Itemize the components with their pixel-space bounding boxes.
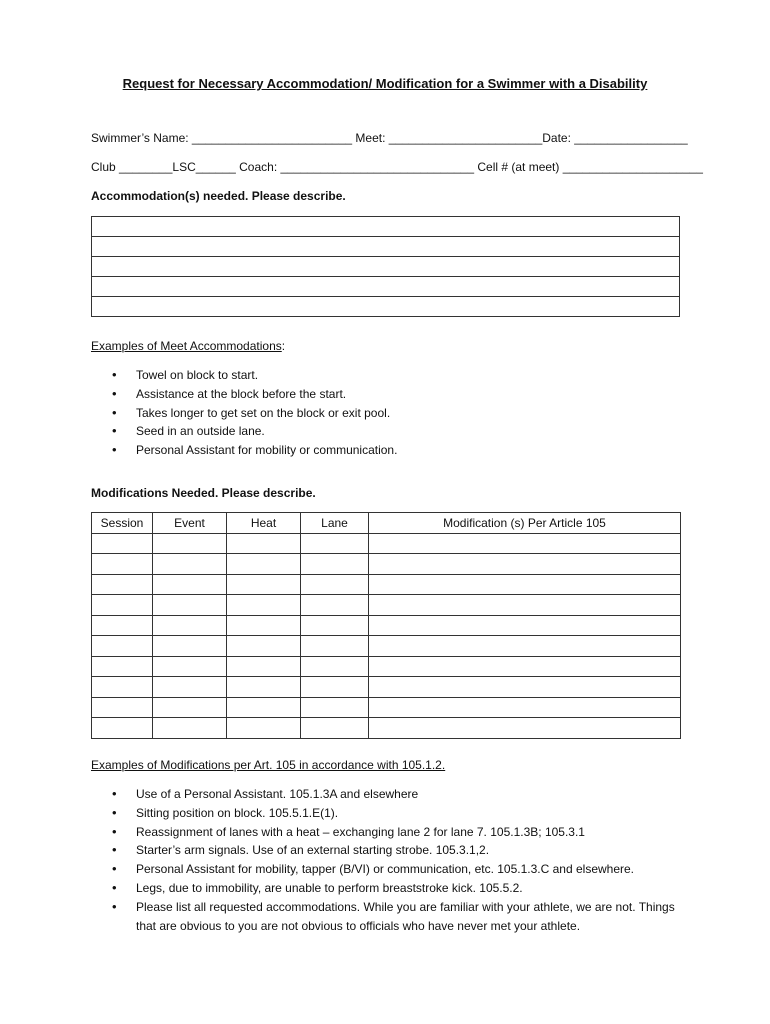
- accommodation-line[interactable]: [92, 277, 680, 297]
- cell[interactable]: [369, 595, 681, 616]
- col-lane: Lane: [301, 513, 369, 534]
- cell[interactable]: [227, 533, 301, 554]
- cell[interactable]: [227, 718, 301, 739]
- cell[interactable]: [369, 677, 681, 698]
- table-row: [92, 656, 681, 677]
- accommodation-line[interactable]: [92, 297, 680, 317]
- meet-examples-list: [112, 366, 682, 460]
- table-row: [92, 718, 681, 739]
- list-item: • Towel on block to start.: [112, 366, 682, 385]
- cell[interactable]: [301, 656, 369, 677]
- list-item: • Personal Assistant for mobility, tapper (B/VI) or communication, etc. 105.1.3.C and elsewhere.: [112, 860, 682, 879]
- cell[interactable]: [92, 533, 153, 554]
- cell[interactable]: [301, 636, 369, 657]
- cell[interactable]: [227, 656, 301, 677]
- accommodations-heading: Accommodation(s) needed. Please describe.: [91, 189, 346, 203]
- cell[interactable]: [301, 677, 369, 698]
- form-title: Request for Necessary Accommodation/ Modification for a Swimmer with a Disability: [122, 76, 648, 91]
- list-item: • Seed in an outside lane.: [112, 422, 682, 441]
- cell[interactable]: [227, 615, 301, 636]
- cell[interactable]: [153, 615, 227, 636]
- accommodations-table: [91, 216, 680, 317]
- cell[interactable]: [92, 574, 153, 595]
- cell[interactable]: [92, 615, 153, 636]
- accommodation-line[interactable]: [92, 257, 680, 277]
- cell[interactable]: [92, 636, 153, 657]
- meet-examples-heading: [91, 339, 691, 353]
- cell[interactable]: [92, 554, 153, 575]
- club-coach-cell-line: Club ________LSC______ Coach: _____________________________ Cell # (at meet) _____________________: [91, 160, 703, 174]
- col-heat: Heat: [227, 513, 301, 534]
- table-row: [92, 574, 681, 595]
- cell[interactable]: [369, 697, 681, 718]
- cell[interactable]: [227, 574, 301, 595]
- cell[interactable]: [301, 533, 369, 554]
- table-header-row: [92, 513, 681, 534]
- accommodation-line[interactable]: [92, 217, 680, 237]
- cell[interactable]: [301, 718, 369, 739]
- cell[interactable]: [227, 595, 301, 616]
- cell[interactable]: [301, 697, 369, 718]
- list-item: • Legs, due to immobility, are unable to perform breaststroke kick. 105.5.2.: [112, 879, 682, 898]
- list-item: • Assistance at the block before the start.: [112, 385, 682, 404]
- table-row: [92, 677, 681, 698]
- cell[interactable]: [369, 656, 681, 677]
- cell[interactable]: [92, 656, 153, 677]
- cell[interactable]: [153, 574, 227, 595]
- table-row: [92, 533, 681, 554]
- cell[interactable]: [153, 636, 227, 657]
- cell[interactable]: [369, 554, 681, 575]
- table-row: [92, 697, 681, 718]
- cell[interactable]: [369, 615, 681, 636]
- cell[interactable]: [301, 574, 369, 595]
- cell[interactable]: [153, 554, 227, 575]
- cell[interactable]: [92, 718, 153, 739]
- cell[interactable]: [153, 677, 227, 698]
- list-item: • Starter’s arm signals. Use of an external starting strobe. 105.3.1,2.: [112, 841, 682, 860]
- cell[interactable]: [369, 636, 681, 657]
- list-item: • Use of a Personal Assistant. 105.1.3A and elsewhere: [112, 785, 682, 804]
- list-item: • Personal Assistant for mobility or communication.: [112, 441, 682, 460]
- cell[interactable]: [227, 697, 301, 718]
- table-row: [92, 636, 681, 657]
- cell[interactable]: [92, 677, 153, 698]
- cell[interactable]: [227, 554, 301, 575]
- col-modification: Modification (s) Per Article 105: [369, 513, 681, 534]
- swimmer-meet-date-line: Swimmer’s Name: ________________________ Meet: _______________________Date: _________________: [91, 131, 688, 145]
- cell[interactable]: [227, 636, 301, 657]
- cell[interactable]: [369, 533, 681, 554]
- modifications-heading: Modifications Needed. Please describe.: [91, 486, 316, 500]
- accommodation-line[interactable]: [92, 237, 680, 257]
- modifications-table: [91, 512, 681, 739]
- cell[interactable]: [153, 656, 227, 677]
- cell[interactable]: [227, 677, 301, 698]
- col-session: Session: [92, 513, 153, 534]
- meet-examples-heading-colon: :: [281, 339, 286, 353]
- cell[interactable]: [153, 718, 227, 739]
- cell[interactable]: [153, 533, 227, 554]
- cell[interactable]: [92, 595, 153, 616]
- table-row: [92, 615, 681, 636]
- cell[interactable]: [301, 615, 369, 636]
- cell[interactable]: [153, 595, 227, 616]
- list-item: • Please list all requested accommodations. While you are familiar with your athlete, we are not. Things that are obvious to you are not obvious to officials who have never met your athlete.: [112, 898, 682, 936]
- cell[interactable]: [369, 574, 681, 595]
- table-row: [92, 554, 681, 575]
- cell[interactable]: [153, 697, 227, 718]
- cell[interactable]: [369, 718, 681, 739]
- list-item: • Reassignment of lanes with a heat – exchanging lane 2 for lane 7. 105.1.3B; 105.3.1: [112, 823, 682, 842]
- meet-examples-heading-text: Examples of Meet Accommodations: [91, 339, 282, 353]
- mod-examples-list: [112, 785, 682, 935]
- table-row: [92, 595, 681, 616]
- mod-examples-heading: Examples of Modifications per Art. 105 in accordance with 105.1.2.: [91, 758, 446, 772]
- cell[interactable]: [92, 697, 153, 718]
- cell[interactable]: [301, 554, 369, 575]
- list-item: • Sitting position on block. 105.5.1.E(1).: [112, 804, 682, 823]
- col-event: Event: [153, 513, 227, 534]
- cell[interactable]: [301, 595, 369, 616]
- list-item: • Takes longer to get set on the block or exit pool.: [112, 404, 682, 423]
